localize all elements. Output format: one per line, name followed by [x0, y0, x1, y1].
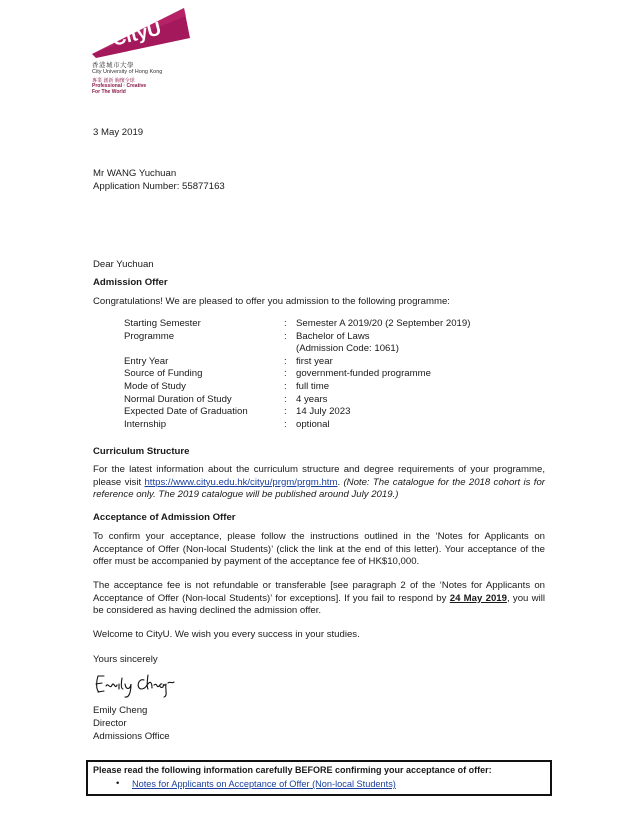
curriculum-text: For the latest information about the curriculum structure and degree requirements of your programme, please visit [93, 464, 545, 488]
bullet-icon: • [116, 778, 120, 789]
logo-tagline-en2: For The World [92, 89, 126, 95]
detail-label: Internship [124, 418, 167, 430]
detail-value: Bachelor of Laws [296, 330, 370, 342]
detail-colon: : [284, 330, 287, 342]
detail-value: (Admission Code: 1061) [296, 343, 399, 355]
detail-colon: : [284, 418, 287, 430]
detail-value: Semester A 2019/20 (2 September 2019) [296, 318, 471, 329]
cityu-logo-mark [92, 8, 202, 58]
letter-date: 3 May 2019 [93, 127, 144, 138]
detail-value: full time [296, 380, 330, 392]
logo-tagline-cn: 專業 創新 胸懷全球 [92, 78, 135, 84]
detail-colon: : [284, 318, 287, 329]
detail-label: Mode of Study [124, 380, 186, 392]
signer-name: Emily Cheng [93, 705, 148, 716]
closing-text: Yours sincerely [93, 654, 158, 665]
detail-colon: : [284, 368, 287, 380]
detail-label: Programme [124, 330, 175, 342]
detail-label: Starting Semester [124, 318, 201, 329]
notice-box [86, 760, 552, 796]
signature-image [92, 670, 182, 700]
curriculum-link[interactable]: https://www.cityu.edu.hk/cityu/prgm/prgm.htm [144, 476, 338, 488]
cityu-logo [92, 8, 202, 98]
detail-label: Source of Funding [124, 368, 203, 380]
acceptance-text: The acceptance fee is not refundable or transferable [see paragraph 2 of the ‘Notes for Applicants on Acceptance of Offer (Non-local Students)’ for exceptions]. If you fail to respond by [93, 580, 545, 604]
curriculum-text-end: . [337, 476, 341, 488]
salutation: Dear Yuchuan [93, 259, 154, 270]
detail-colon: : [284, 380, 287, 392]
acceptance-text-end: , you will be considered as having declined the admission offer. [93, 592, 545, 617]
response-deadline: 24 May 2019 [449, 592, 507, 604]
notes-for-applicants-link[interactable]: Notes for Applicants on Acceptance of Offer (Non-local Students) [132, 779, 396, 789]
curriculum-heading: Curriculum Structure [93, 446, 190, 457]
detail-colon: : [284, 355, 287, 367]
detail-value: 4 years [296, 393, 328, 405]
detail-label: Normal Duration of Study [124, 393, 232, 405]
cityu-logo-wordmark: CityU [110, 18, 164, 51]
curriculum-note: (Note: The catalogue for the 2018 cohort is for reference only. The 2019 catalogue will be published around July 2019.) [93, 476, 545, 501]
detail-value: first year [296, 355, 333, 367]
detail-value: optional [296, 418, 330, 430]
detail-value: 14 July 2023 [296, 406, 351, 418]
acceptance-heading: Acceptance of Admission Offer [93, 512, 236, 523]
signer-title: Director [93, 718, 127, 729]
detail-colon: : [284, 406, 287, 418]
curriculum-paragraph [93, 464, 545, 502]
subject-heading: Admission Offer [93, 277, 168, 288]
application-number: Application Number: 55877163 [93, 181, 225, 192]
acceptance-paragraph-1: To confirm your acceptance, please follow the instructions outlined in the ‘Notes for Applicants on Acceptance of Offer (Non-local Students)’ (click the link at the end of this letter). Your acceptance of the offer must be accompanied by payment of the acceptance fee of HK$10,000. [93, 531, 545, 568]
recipient-name: Mr WANG Yuchuan [93, 168, 177, 179]
logo-english-name: City University of Hong Kong [92, 69, 163, 75]
signer-office: Admissions Office [93, 731, 170, 742]
intro-text: Congratulations! We are pleased to offer you admission to the following programme: [93, 296, 450, 307]
logo-chinese-name: 香港城市大學 [92, 62, 134, 69]
detail-value: government-funded programme [296, 368, 431, 380]
detail-colon: : [284, 393, 287, 405]
detail-label: Expected Date of Graduation [124, 406, 248, 418]
detail-label: Entry Year [124, 355, 169, 367]
acceptance-paragraph-2 [93, 580, 545, 618]
notice-heading: Please read the following information carefully BEFORE confirming your acceptance of offer: [93, 765, 492, 775]
logo-tagline-en1: Professional · Creative [92, 83, 147, 89]
welcome-text: Welcome to CityU. We wish you every success in your studies. [93, 629, 360, 640]
